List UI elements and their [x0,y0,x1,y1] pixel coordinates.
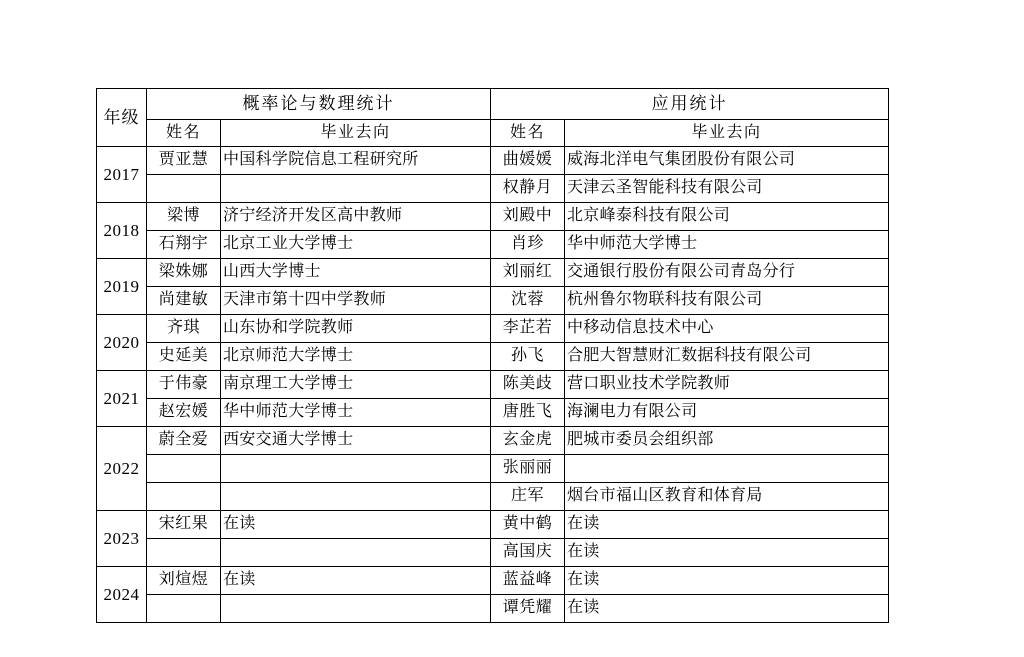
cell-name-probability: 梁博 [147,203,221,231]
cell-destination-probability: 在读 [221,567,491,595]
cell-destination-applied: 中移动信息技术中心 [565,315,889,343]
header-row-groups [97,89,889,120]
cell-destination-probability: 南京理工大学博士 [221,371,491,399]
cell-name-probability: 尚建敏 [147,287,221,315]
cell-name-probability: 史延美 [147,343,221,371]
cell-destination-probability [221,483,491,511]
header-group-probability: 概率论与数理统计 [147,89,491,120]
cell-name-probability [147,595,221,623]
cell-name-applied: 高国庆 [491,539,565,567]
header-year-label: 年级 [97,89,147,147]
table-row [97,595,889,623]
cell-name-probability: 宋红果 [147,511,221,539]
cell-destination-applied: 在读 [565,595,889,623]
cell-destination-applied: 肥城市委员会组织部 [565,427,889,455]
table-row [97,231,889,259]
cell-destination-probability: 山西大学博士 [221,259,491,287]
cell-year: 2017 [97,147,147,203]
header-name-applied: 姓名 [491,120,565,147]
cell-destination-probability: 济宁经济开发区高中教师 [221,203,491,231]
cell-name-applied: 谭凭耀 [491,595,565,623]
cell-destination-applied: 北京峰泰科技有限公司 [565,203,889,231]
cell-destination-probability [221,175,491,203]
cell-destination-probability: 天津市第十四中学教师 [221,287,491,315]
cell-destination-probability: 在读 [221,511,491,539]
graduates-table [96,88,889,623]
header-row-subcolumns [97,120,889,147]
table-row [97,455,889,483]
cell-name-applied: 肖珍 [491,231,565,259]
cell-name-probability: 蔚全爱 [147,427,221,455]
cell-name-probability: 石翔宇 [147,231,221,259]
cell-year: 2021 [97,371,147,427]
cell-destination-applied: 交通银行股份有限公司青岛分行 [565,259,889,287]
table-header [97,89,889,147]
table-row [97,175,889,203]
table-row [97,343,889,371]
cell-destination-applied: 天津云圣智能科技有限公司 [565,175,889,203]
cell-year: 2019 [97,259,147,315]
cell-name-applied: 蓝益峰 [491,567,565,595]
cell-name-applied: 庄军 [491,483,565,511]
cell-name-probability: 于伟豪 [147,371,221,399]
cell-name-applied: 黄中鹤 [491,511,565,539]
cell-year: 2022 [97,427,147,511]
table-row [97,315,889,343]
cell-name-probability [147,539,221,567]
cell-destination-applied: 在读 [565,567,889,595]
cell-destination-probability: 中国科学院信息工程研究所 [221,147,491,175]
cell-destination-applied: 在读 [565,539,889,567]
cell-destination-probability: 山东协和学院教师 [221,315,491,343]
cell-name-probability: 赵宏媛 [147,399,221,427]
table-row [97,511,889,539]
cell-name-probability [147,455,221,483]
cell-name-applied: 刘殿中 [491,203,565,231]
cell-year: 2024 [97,567,147,623]
cell-year: 2023 [97,511,147,567]
header-group-applied-statistics: 应用统计 [491,89,889,120]
header-name-probability: 姓名 [147,120,221,147]
cell-name-probability: 齐琪 [147,315,221,343]
cell-destination-applied: 威海北洋电气集团股份有限公司 [565,147,889,175]
cell-destination-applied [565,455,889,483]
cell-name-probability: 刘煊煜 [147,567,221,595]
table-row [97,287,889,315]
cell-destination-probability: 华中师范大学博士 [221,399,491,427]
table-row [97,147,889,175]
cell-year: 2020 [97,315,147,371]
table-row [97,371,889,399]
cell-name-probability [147,175,221,203]
table-row [97,483,889,511]
cell-destination-probability [221,539,491,567]
cell-name-probability: 梁姝娜 [147,259,221,287]
cell-destination-applied: 烟台市福山区教育和体育局 [565,483,889,511]
cell-destination-applied: 营口职业技术学院教师 [565,371,889,399]
cell-destination-probability: 北京工业大学博士 [221,231,491,259]
cell-destination-applied: 海澜电力有限公司 [565,399,889,427]
table-row [97,567,889,595]
cell-destination-applied: 在读 [565,511,889,539]
cell-name-applied: 玄金虎 [491,427,565,455]
document-sheet [96,88,888,623]
cell-name-applied: 张丽丽 [491,455,565,483]
cell-name-applied: 权静月 [491,175,565,203]
cell-name-probability [147,483,221,511]
cell-destination-probability: 北京师范大学博士 [221,343,491,371]
cell-year: 2018 [97,203,147,259]
cell-destination-probability: 西安交通大学博士 [221,427,491,455]
table-row [97,539,889,567]
cell-name-applied: 唐胜飞 [491,399,565,427]
cell-name-applied: 李芷若 [491,315,565,343]
table-row [97,259,889,287]
cell-name-applied: 沈蓉 [491,287,565,315]
cell-name-probability: 贾亚慧 [147,147,221,175]
cell-name-applied: 刘丽红 [491,259,565,287]
table-row [97,427,889,455]
cell-name-applied: 曲媛媛 [491,147,565,175]
cell-destination-applied: 合肥大智慧财汇数据科技有限公司 [565,343,889,371]
cell-destination-probability [221,595,491,623]
header-dest-probability: 毕业去向 [221,120,491,147]
table-row [97,203,889,231]
cell-destination-probability [221,455,491,483]
cell-destination-applied: 杭州鲁尔物联科技有限公司 [565,287,889,315]
table-row [97,399,889,427]
cell-name-applied: 孙飞 [491,343,565,371]
cell-name-applied: 陈美歧 [491,371,565,399]
header-dest-applied: 毕业去向 [565,120,889,147]
table-body [97,147,889,623]
cell-destination-applied: 华中师范大学博士 [565,231,889,259]
